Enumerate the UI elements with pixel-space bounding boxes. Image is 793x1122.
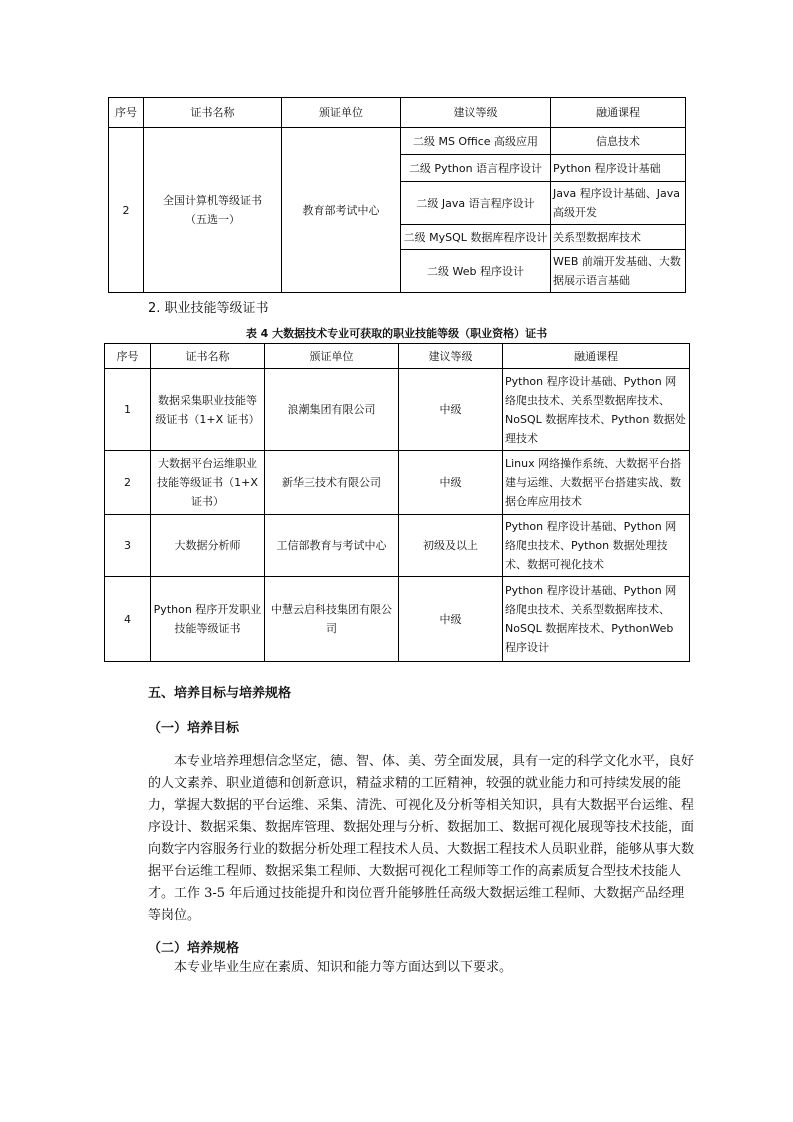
row-no: 1 — [105, 369, 151, 451]
row-level: 二级 MySQL 数据库程序设计 — [401, 225, 551, 250]
row-level: 二级 Web 程序设计 — [401, 250, 551, 293]
certificate-table-computer — [108, 97, 686, 293]
row-cert-name: 数据采集职业技能等级证书（1+X 证书） — [151, 369, 265, 451]
row-cert-name: 大数据平台运维职业技能等级证书（1+X 证书） — [151, 451, 265, 515]
header-no: 序号 — [109, 98, 144, 128]
header-name: 证书名称 — [151, 344, 265, 369]
header-issuer: 颁证单位 — [265, 344, 399, 369]
row-no: 2 — [105, 451, 151, 515]
row-no: 3 — [105, 515, 151, 577]
row-course: Python 程序设计基础、Python 网络爬虫技术、关系型数据库技术、NoSQL 数据库技术、Python 数据处理技术 — [503, 369, 690, 451]
row-issuer: 教育部考试中心 — [282, 128, 401, 293]
row-issuer: 中慧云启科技集团有限公司 — [265, 577, 399, 662]
row-course: 信息技术 — [551, 128, 686, 155]
row-cert-name — [144, 128, 282, 293]
table-row — [109, 128, 686, 155]
spec-paragraph: 本专业毕业生应在素质、知识和能力等方面达到以下要求。 — [174, 960, 513, 975]
row-course: WEB 前端开发基础、大数据展示语言基础 — [551, 250, 686, 293]
row-level: 中级 — [399, 369, 503, 451]
header-issuer: 颁证单位 — [282, 98, 401, 128]
row-issuer: 工信部教育与考试中心 — [265, 515, 399, 577]
row-level: 二级 Java 语言程序设计 — [401, 182, 551, 225]
row-issuer: 浪潮集团有限公司 — [265, 369, 399, 451]
header-no: 序号 — [105, 344, 151, 369]
cert-name-line1: 全国计算机等级证书 — [163, 194, 262, 207]
row-course: Linux 网络操作系统、大数据平台搭建与运维、大数据平台搭建实战、数据仓库应用技术 — [503, 451, 690, 515]
row-course: Python 程序设计基础、Python 网络爬虫技术、Python 数据处理技术、数据可视化技术 — [503, 515, 690, 577]
goal-paragraph: 本专业培养理想信念坚定，德、智、体、美、劳全面发展，具有一定的科学文化水平，良好的人文素养、职业道德和创新意识，精益求精的工匠精神，较强的就业能力和可持续发展的能力，掌握大数据的平台运维、采集、清洗、可视化及分析等相关知识，具有大数据平台运维、程序设计、数据采集、数据库管理、数据处理与分析、数据加工、数据可视化展现等技术技能，面向数字内容服务行业的数据分析处理工程技术人员、大数据工程技术人员职业群，能够从事大数据平台运维工程师、数据采集工程师、大数据可视化工程师等工作的高素质复合型技术技能人才。工作 3-5 年后通过技能提升和岗位晋升能够胜任高级大数据运维工程师、大数据产品经理等岗位。 — [148, 754, 695, 923]
row-issuer: 新华三技术有限公司 — [265, 451, 399, 515]
row-level: 二级 MS Office 高级应用 — [401, 128, 551, 155]
header-level: 建议等级 — [401, 98, 551, 128]
subheading-skill-certificates: 2. 职业技能等级证书 — [148, 301, 269, 316]
section-title: 五、培养目标与培养规格 — [148, 686, 292, 701]
row-cert-name: 大数据分析师 — [151, 515, 265, 577]
table-row — [105, 451, 690, 515]
subsection-title-goal: （一）培养目标 — [148, 721, 240, 736]
row-cert-name: Python 程序开发职业技能等级证书 — [151, 577, 265, 662]
header-level: 建议等级 — [399, 344, 503, 369]
subsection-title-spec: （二）培养规格 — [148, 941, 240, 956]
header-course: 融通课程 — [503, 344, 690, 369]
row-level: 初级及以上 — [399, 515, 503, 577]
header-name: 证书名称 — [144, 98, 282, 128]
table-row — [105, 515, 690, 577]
row-course: Python 程序设计基础、Python 网络爬虫技术、关系型数据库技术、NoSQL 数据库技术、PythonWeb 程序设计 — [503, 577, 690, 662]
cert-name-line2: （五选一） — [185, 213, 240, 226]
row-no: 2 — [109, 128, 144, 293]
row-course: Python 程序设计基础 — [551, 155, 686, 182]
row-level: 中级 — [399, 451, 503, 515]
table-row — [105, 577, 690, 662]
row-course: Java 程序设计基础、Java 高级开发 — [551, 182, 686, 225]
row-level: 中级 — [399, 577, 503, 662]
header-course: 融通课程 — [551, 98, 686, 128]
row-course: 关系型数据库技术 — [551, 225, 686, 250]
row-level: 二级 Python 语言程序设计 — [401, 155, 551, 182]
row-no: 4 — [105, 577, 151, 662]
table-row — [105, 369, 690, 451]
certificate-table-skills — [104, 343, 690, 662]
table-caption: 表 4 大数据技术专业可获取的职业技能等级（职业资格）证书 — [245, 327, 548, 340]
